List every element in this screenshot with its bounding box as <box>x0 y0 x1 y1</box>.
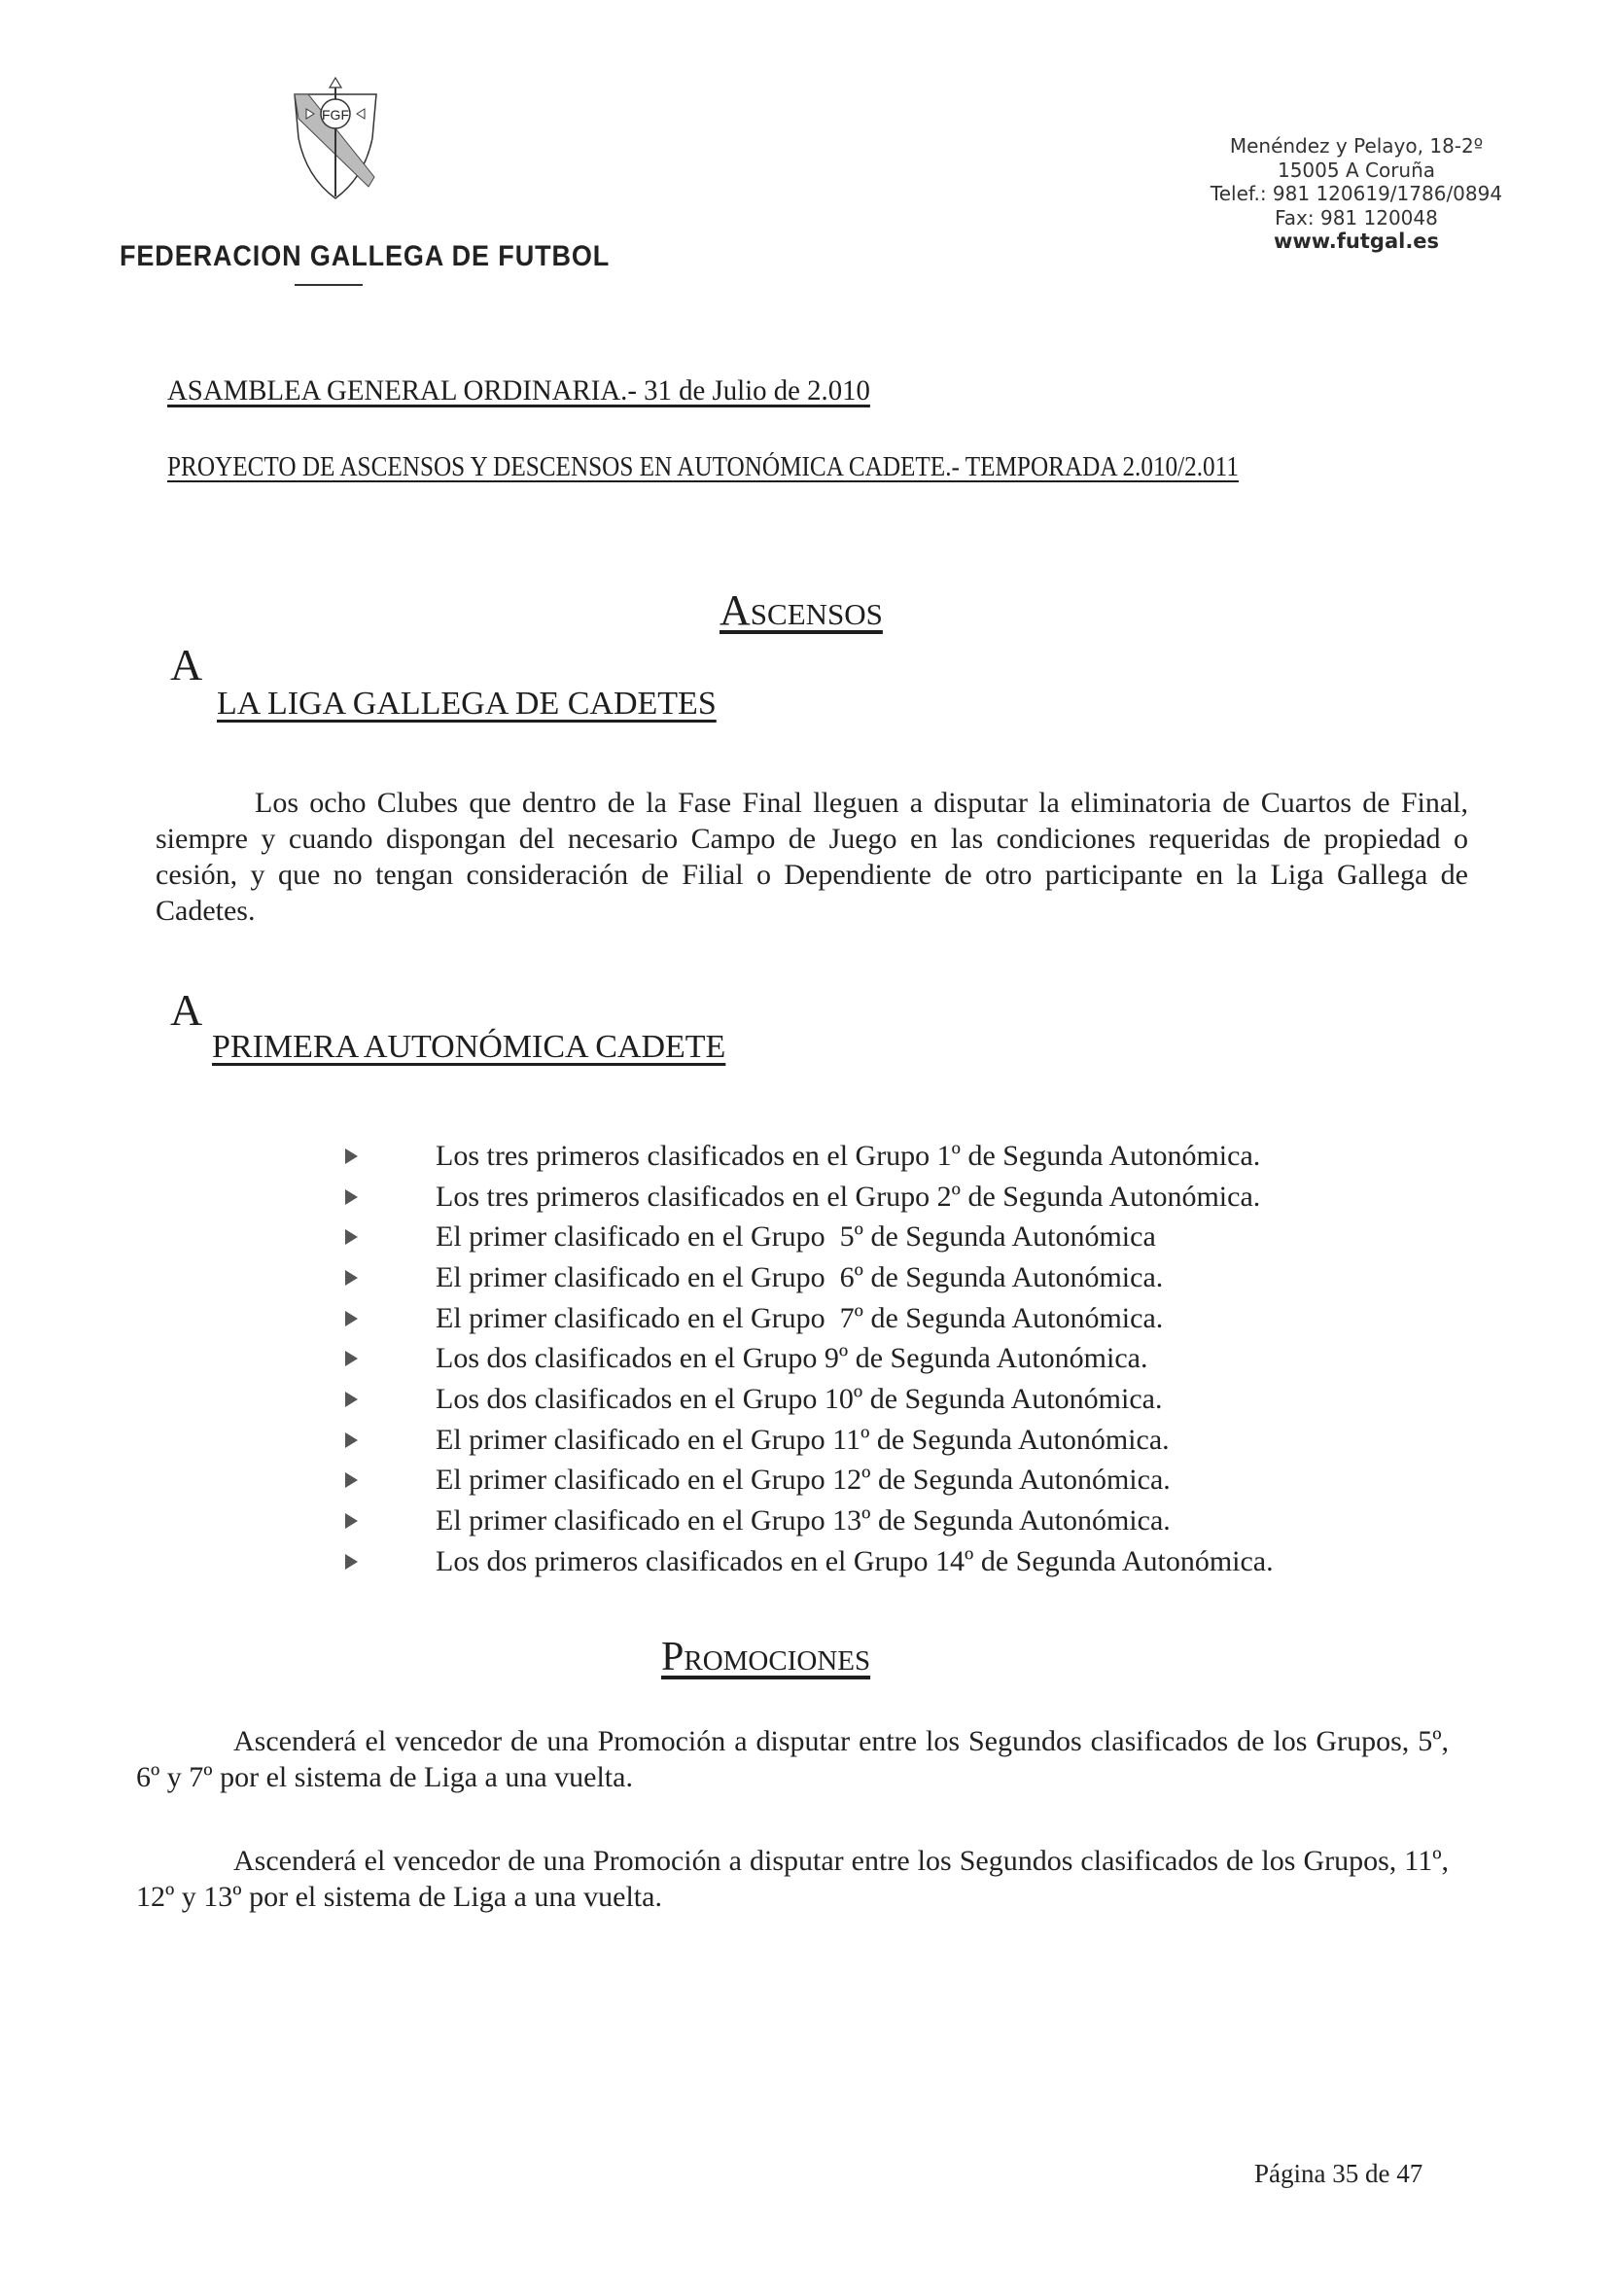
list-item-text: Los dos clasificados en el Grupo 10º de Segunda Autonómica. <box>436 1382 1163 1415</box>
svg-text:FGF: FGF <box>322 107 349 123</box>
triangle-bullet-icon <box>345 1270 358 1286</box>
address-phone: Telef.: 981 120619/1786/0894 <box>1210 182 1503 205</box>
header-divider <box>295 284 363 286</box>
website-link[interactable]: www.futgal.es <box>1273 230 1440 253</box>
ascensos-heading: Ascensos <box>720 586 883 634</box>
list-item-text: Los dos clasificados en el Grupo 9º de Segunda Autonómica. <box>436 1342 1148 1375</box>
triangle-bullet-icon <box>345 1189 358 1205</box>
project-title: PROYECTO DE ASCENSOS Y DESCENSOS EN AUTONÓMICA CADETE.- TEMPORADA 2.010/2.011 <box>167 452 1239 482</box>
address-fax: Fax: 981 120048 <box>1275 205 1438 230</box>
promociones-heading: Promociones <box>661 1635 871 1679</box>
triangle-bullet-icon <box>345 1472 358 1488</box>
list-item-text: Los dos primeros clasificados en el Grupo 14º de Segunda Autonómica. <box>436 1544 1274 1577</box>
list-item <box>345 1420 1274 1461</box>
list-item <box>345 1217 1274 1257</box>
list-item <box>345 1298 1274 1339</box>
promociones-paragraph: Ascenderá el vencedor de una Promoción a disputar entre los Segundos clasificados de los Grupos, 11º, 12º y 13º por el sistema de Liga a una vuelta. <box>136 1845 1449 1913</box>
triangle-bullet-icon <box>345 1148 358 1164</box>
list-item <box>345 1338 1274 1379</box>
assembly-title: ASAMBLEA GENERAL ORDINARIA.- 31 de Julio de 2.010 <box>167 374 870 406</box>
list-item <box>345 1379 1274 1420</box>
federation-crest-logo <box>287 70 384 201</box>
section1-paragraph: Los ocho Clubes que dentro de la Fase Final lleguen a disputar la eliminatoria de Cuartos de Final, siempre y cuando dispongan del necesario Campo de Juego en las condiciones requeridas de propiedad o cesión, y que no tengan consideración de Filial o Dependiente de otro participante en la Liga Gallega de Cadetes. <box>156 787 1468 927</box>
triangle-bullet-icon <box>345 1311 358 1326</box>
list-item <box>345 1257 1274 1298</box>
organization-name: FEDERACION GALLEGA DE FUTBOL <box>120 240 611 272</box>
list-item-text: Los tres primeros clasificados en el Grupo 1º de Segunda Autonómica. <box>436 1139 1261 1172</box>
promociones-paragraph: Ascenderá el vencedor de una Promoción a disputar entre los Segundos clasificados de los Grupos, 5º, 6º y 7º por el sistema de Liga a una vuelta. <box>136 1725 1449 1793</box>
list-item-text: El primer clasificado en el Grupo 11º de Segunda Autonómica. <box>436 1423 1170 1456</box>
triangle-bullet-icon <box>345 1513 358 1529</box>
address-city: 15005 A Coruña <box>1277 158 1436 182</box>
triangle-bullet-icon <box>345 1392 358 1407</box>
section1-heading: LA LIGA GALLEGA DE CADETES <box>217 686 717 722</box>
triangle-bullet-icon <box>345 1554 358 1570</box>
address-street: Menéndez y Pelayo, 18-2º <box>1229 134 1484 158</box>
list-item <box>345 1177 1274 1218</box>
list-item-text: El primer clasificado en el Grupo 6º de Segunda Autonómica. <box>436 1260 1164 1293</box>
address-block <box>1191 134 1522 254</box>
section1-prefix: A <box>170 640 203 689</box>
list-item <box>345 1501 1274 1541</box>
page-number: Página 35 de 47 <box>1254 2159 1423 2188</box>
section2-heading: PRIMERA AUTONÓMICA CADETE <box>212 1029 726 1065</box>
triangle-bullet-icon <box>345 1432 358 1448</box>
triangle-bullet-icon <box>345 1351 358 1366</box>
list-item <box>345 1541 1274 1582</box>
list-item-text: El primer clasificado en el Grupo 5º de Segunda Autonómica <box>436 1220 1156 1254</box>
triangle-bullet-icon <box>345 1229 358 1245</box>
list-item-text: El primer clasificado en el Grupo 12º de Segunda Autonómica. <box>436 1464 1171 1497</box>
list-item-text: El primer clasificado en el Grupo 7º de Segunda Autonómica. <box>436 1301 1164 1334</box>
promotion-list <box>345 1136 1274 1582</box>
list-item <box>345 1136 1274 1177</box>
list-item-text: El primer clasificado en el Grupo 13º de Segunda Autonómica. <box>436 1504 1171 1537</box>
list-item <box>345 1461 1274 1501</box>
section2-prefix: A <box>170 985 203 1035</box>
list-item-text: Los tres primeros clasificados en el Grupo 2º de Segunda Autonómica. <box>436 1180 1261 1213</box>
